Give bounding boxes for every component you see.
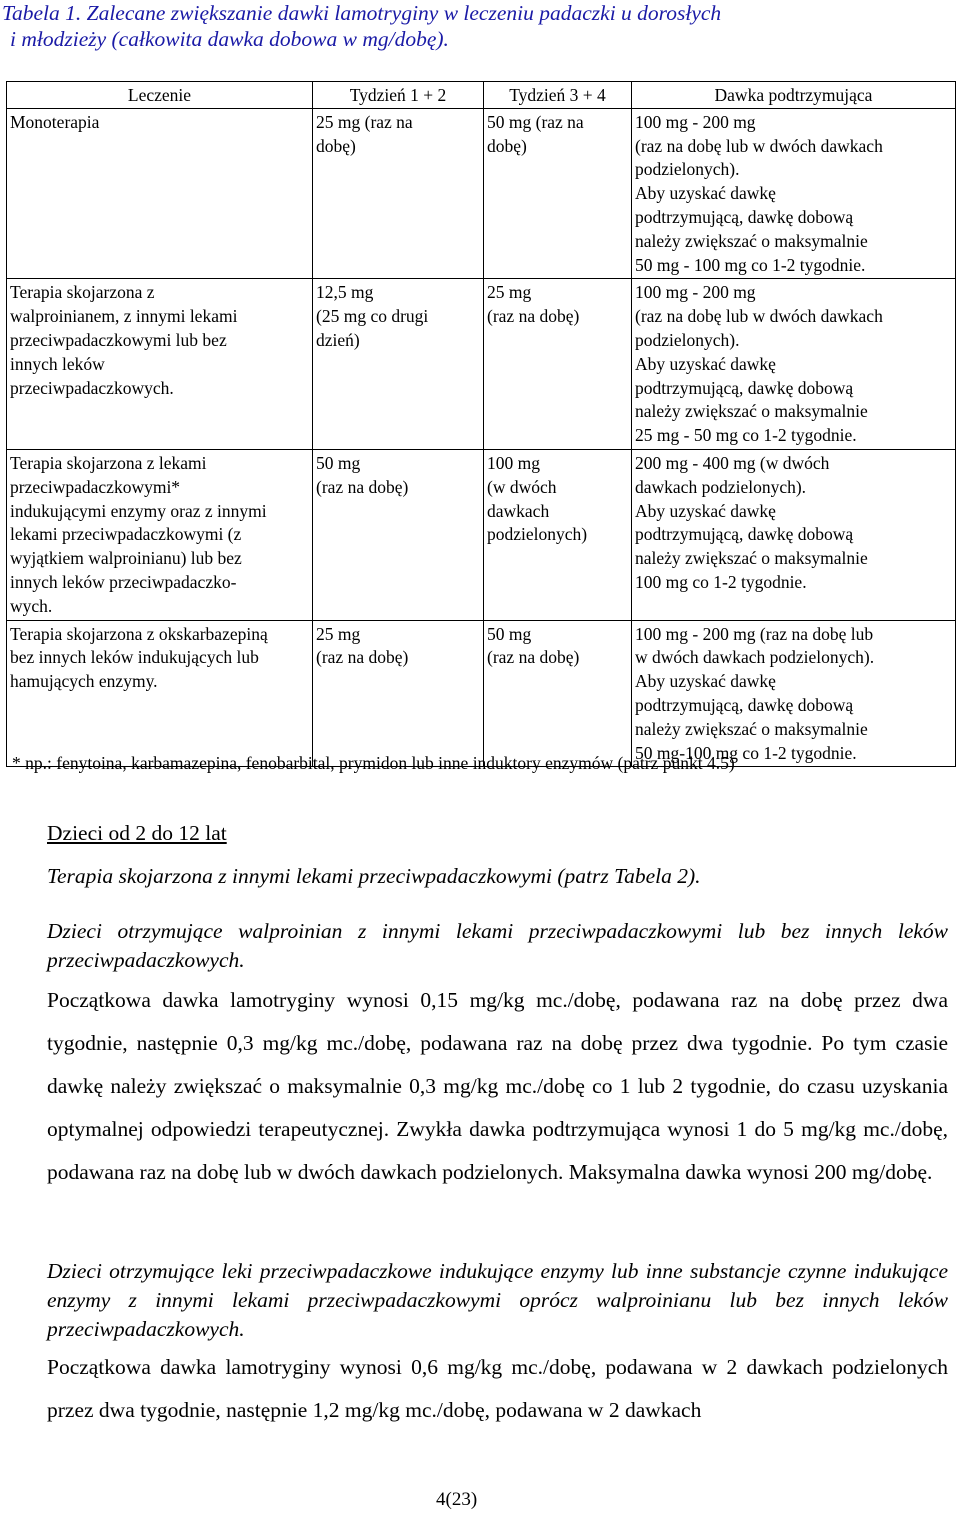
valproate-dosing-paragraph: Początkowa dawka lamotryginy wynosi 0,15 mg/kg mc./dobę, podawana raz na dobę przez dwa tygodnie, następnie 0,3 mg/kg mc./dobę, podawana raz na dobę przez dwa tygodnie. Po tym czasie dawkę należy zwiększać o maksymalnie 0,3 mg/kg mc./dobę co 1 lub 2 tygodnie, do czasu uzyskania optymalnej odpowiedzi terapeutycznej. Zwykła dawka podtrzymująca wynosi 1 do 5 mg/kg mc./dobę, podawana raz na dobę lub w dwóch dawkach podzielonych. Maksymalna dawka wynosi 200 mg/dobę. bbox=[47, 988, 948, 1184]
cell-text-line: przeciwpadaczkowymi lub bez bbox=[10, 329, 227, 350]
cell-text-line: 50 mg-100 mg co 1-2 tygodnie. bbox=[635, 742, 857, 763]
table-caption-line-1: Tabela 1. Zalecane zwiększanie dawki lamotryginy w leczeniu padaczki u dorosłych bbox=[2, 1, 722, 25]
treatment-cell bbox=[7, 279, 313, 450]
cell-text-line: podtrzymującą, dawkę dobową bbox=[635, 524, 854, 545]
cell-text-line: należy zwiększać o maksymalnie bbox=[635, 230, 868, 251]
maintenance-cell bbox=[632, 449, 956, 620]
combo-therapy-note: Terapia skojarzona z innymi lekami przeciwpadaczkowymi (patrz Tabela 2). bbox=[47, 864, 701, 888]
maintenance-cell bbox=[632, 108, 956, 279]
cell-text-line: (raz na dobę lub w dwóch dawkach bbox=[635, 306, 883, 327]
week-3-4-cell bbox=[484, 279, 632, 450]
cell-text-line: (w dwóch bbox=[487, 476, 557, 497]
cell-text-line: Aby uzyskać dawkę bbox=[635, 500, 776, 521]
dose-table bbox=[6, 81, 956, 767]
cell-text-line: 100 mg co 1-2 tygodnie. bbox=[635, 571, 807, 592]
cell-text-line: (raz na dobę) bbox=[487, 306, 580, 327]
cell-text-line: podzielonych) bbox=[487, 524, 588, 545]
table-caption-line-2: i młodzieży (całkowita dawka dobowa w mg/dobę). bbox=[10, 27, 449, 51]
cell-text-line: 50 mg bbox=[487, 623, 532, 644]
maintenance-cell bbox=[632, 279, 956, 450]
cell-text-line: 25 mg bbox=[487, 282, 532, 303]
cell-text-line: (raz na dobę) bbox=[487, 647, 580, 668]
page-number: 4(23) bbox=[436, 1489, 478, 1510]
cell-text-line: dawkach podzielonych). bbox=[635, 476, 807, 497]
week-1-2-cell bbox=[313, 108, 484, 279]
header-treatment: Leczenie bbox=[7, 82, 313, 109]
cell-text-line: 100 mg - 200 mg bbox=[635, 282, 756, 303]
table-footnote: * np.: fenytoina, karbamazepina, fenobarbital, prymidon lub inne induktory enzymów (patrz punkt 4.5) bbox=[12, 753, 735, 773]
cell-text-line: 100 mg - 200 mg (raz na dobę lub bbox=[635, 623, 874, 644]
valproate-subheading: Dzieci otrzymujące walproinian z innymi lekami przeciwpadaczkowymi lub bez innych leków przeciwpadaczkowych. bbox=[47, 919, 948, 972]
cell-text-line: 50 mg (raz na bbox=[487, 111, 584, 132]
cell-text-line: 100 mg bbox=[487, 452, 540, 473]
cell-text-line: 100 mg - 200 mg bbox=[635, 111, 756, 132]
cell-text-line: dzień) bbox=[316, 329, 360, 350]
cell-text-line: lekami przeciwpadaczkowymi (z bbox=[10, 524, 242, 545]
cell-text-line: należy zwiększać o maksymalnie bbox=[635, 401, 868, 422]
week-3-4-cell bbox=[484, 620, 632, 767]
enzyme-inducers-dosing-paragraph: Początkowa dawka lamotryginy wynosi 0,6 mg/kg mc./dobę, podawana w 2 dawkach podzielonych przez dwa tygodnie, następnie 1,2 mg/kg mc./dobę, podawana w 2 dawkach bbox=[47, 1355, 948, 1422]
cell-text-line: należy zwiększać o maksymalnie bbox=[635, 548, 868, 569]
cell-text-line: Terapia skojarzona z bbox=[10, 282, 155, 303]
cell-text-line: przeciwpadaczkowymi* bbox=[10, 476, 181, 497]
week-3-4-cell bbox=[484, 449, 632, 620]
treatment-cell bbox=[7, 449, 313, 620]
cell-text-line: przeciwpadaczkowych. bbox=[10, 377, 174, 398]
cell-text-line: innych leków bbox=[10, 353, 105, 374]
cell-text-line: w dwóch dawkach podzielonych). bbox=[635, 647, 875, 668]
header-week-1-2: Tydzień 1 + 2 bbox=[313, 82, 484, 109]
cell-text-line: bez innych leków indukujących lub bbox=[10, 647, 259, 668]
week-1-2-cell bbox=[313, 279, 484, 450]
table-row bbox=[7, 108, 956, 279]
cell-text-line: walproinianem, z innymi lekami bbox=[10, 306, 238, 327]
cell-text-line: 50 mg bbox=[316, 452, 361, 473]
cell-text-line: wych. bbox=[10, 595, 53, 616]
maintenance-cell bbox=[632, 620, 956, 767]
dose-table-header-row bbox=[7, 82, 956, 109]
cell-text-line: dobę) bbox=[316, 135, 356, 156]
cell-text-line: Terapia skojarzona z lekami bbox=[10, 452, 207, 473]
cell-text-line: 25 mg (raz na bbox=[316, 111, 413, 132]
cell-text-line: Monoterapia bbox=[10, 111, 100, 132]
cell-text-line: Aby uzyskać dawkę bbox=[635, 183, 776, 204]
week-3-4-cell bbox=[484, 108, 632, 279]
cell-text-line: 12,5 mg bbox=[316, 282, 374, 303]
cell-text-line: 50 mg - 100 mg co 1-2 tygodnie. bbox=[635, 254, 866, 275]
cell-text-line: podtrzymującą, dawkę dobową bbox=[635, 377, 854, 398]
cell-text-line: dawkach bbox=[487, 500, 550, 521]
cell-text-line: (raz na dobę lub w dwóch dawkach bbox=[635, 135, 883, 156]
table-row bbox=[7, 449, 956, 620]
cell-text-line: (raz na dobę) bbox=[316, 647, 409, 668]
cell-text-line: 25 mg - 50 mg co 1-2 tygodnie. bbox=[635, 425, 857, 446]
table-row bbox=[7, 279, 956, 450]
cell-text-line: indukującymi enzymy oraz z innymi bbox=[10, 500, 267, 521]
week-1-2-cell bbox=[313, 449, 484, 620]
cell-text-line: Terapia skojarzona z okskarbazepiną bbox=[10, 623, 268, 644]
enzyme-inducers-subheading: Dzieci otrzymujące leki przeciwpadaczkowe indukujące enzymy lub inne substancje czynne indukujące enzymy z innymi lekami przeciwpadaczkowymi oprócz walproinianu lub bez innych leków przeciwpadaczkowych. bbox=[47, 1259, 948, 1341]
cell-text-line: wyjątkiem walproinianu) lub bez bbox=[10, 548, 242, 569]
cell-text-line: innych leków przeciwpadaczko- bbox=[10, 571, 237, 592]
table-caption bbox=[2, 0, 952, 52]
treatment-cell bbox=[7, 108, 313, 279]
header-maintenance: Dawka podtrzymująca bbox=[632, 82, 956, 109]
cell-text-line: podtrzymującą, dawkę dobową bbox=[635, 694, 854, 715]
cell-text-line: podzielonych). bbox=[635, 329, 740, 350]
cell-text-line: (25 mg co drugi bbox=[316, 306, 429, 327]
cell-text-line: dobę) bbox=[487, 135, 527, 156]
header-week-3-4: Tydzień 3 + 4 bbox=[484, 82, 632, 109]
week-1-2-cell bbox=[313, 620, 484, 767]
cell-text-line: należy zwiększać o maksymalnie bbox=[635, 718, 868, 739]
cell-text-line: podzielonych). bbox=[635, 159, 740, 180]
cell-text-line: Aby uzyskać dawkę bbox=[635, 353, 776, 374]
table-row bbox=[7, 620, 956, 767]
treatment-cell bbox=[7, 620, 313, 767]
cell-text-line: Aby uzyskać dawkę bbox=[635, 671, 776, 692]
cell-text-line: 25 mg bbox=[316, 623, 361, 644]
cell-text-line: (raz na dobę) bbox=[316, 476, 409, 497]
cell-text-line: 200 mg - 400 mg (w dwóch bbox=[635, 452, 830, 473]
children-section-heading: Dzieci od 2 do 12 lat bbox=[47, 821, 227, 845]
cell-text-line: hamujących enzymy. bbox=[10, 671, 158, 692]
cell-text-line: podtrzymującą, dawkę dobową bbox=[635, 206, 854, 227]
